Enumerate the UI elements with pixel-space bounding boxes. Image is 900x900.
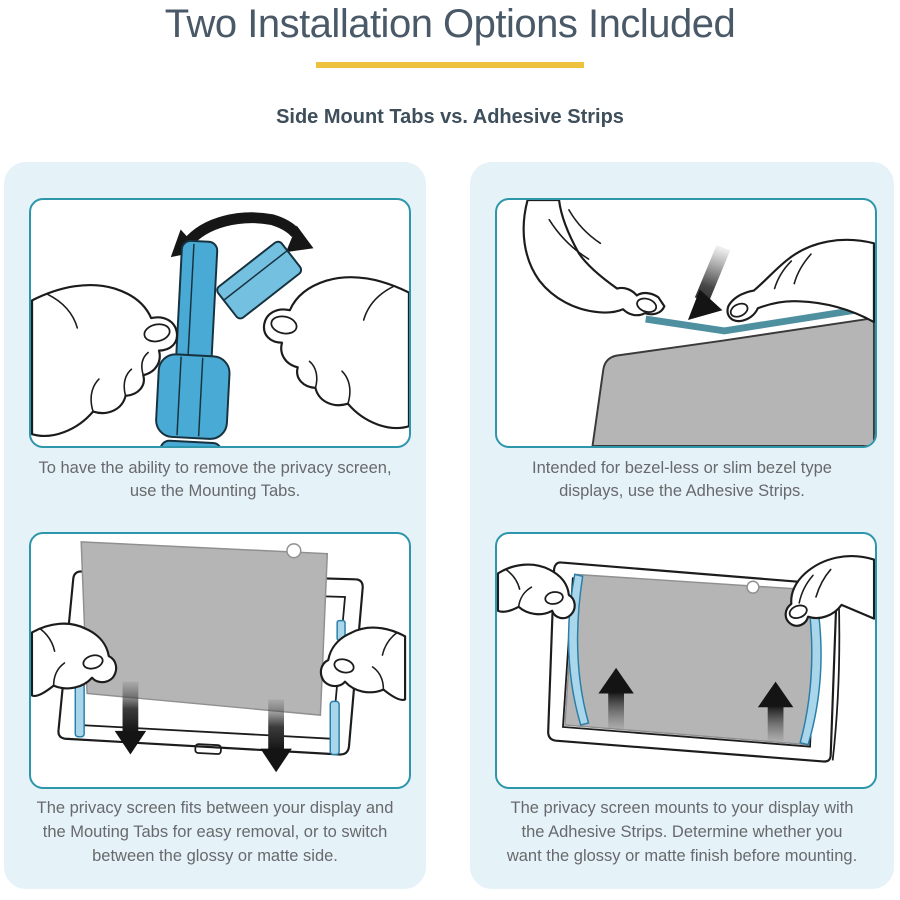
page-subtitle: Side Mount Tabs vs. Adhesive Strips [276,106,624,128]
caption-line: The privacy screen mounts to your display with [510,799,854,817]
illustration-panel-adhesive-apply [495,198,877,448]
down-left-arrow-icon [688,245,730,320]
display-corner [593,318,874,446]
caption-line: displays, use the Adhesive Strips. [559,482,805,500]
caption-line: Intended for bezel-less or slim bezel type [532,459,832,477]
caption-line: want the glossy or matte finish before mounting. [506,847,858,865]
illustration-panel-mounting-tabs [29,198,411,448]
caption-adhesive-apply [470,457,894,503]
illustration-panel-screen-between-tabs [29,532,411,789]
right-hand [786,556,874,626]
screen-between-tabs-illustration [31,534,409,787]
caption-line: the Mouting Tabs for easy removal, or to switch [42,823,388,841]
caption-line: To have the ability to remove the privacy screen, [38,459,392,477]
caption-screen-between-tabs [4,796,426,868]
adhesive-mount-illustration [497,534,875,787]
title-underline [316,62,584,68]
caption-line: between the glossy or matte side. [92,847,338,865]
caption-mounting-tabs [4,457,426,503]
page-title: Two Installation Options Included [164,2,736,46]
left-hand [524,200,665,315]
adhesive-strip-apply-illustration [497,200,875,446]
right-hand [728,240,874,322]
mount-tabs-column [4,162,426,889]
caption-line: the Adhesive Strips. Determine whether you [521,823,843,841]
caption-line: The privacy screen fits between your display and [36,799,394,817]
adhesive-strips-column [470,162,894,889]
right-hand [264,277,409,428]
caption-line: use the Mounting Tabs. [129,482,301,500]
mounting-tabs-flex-illustration [31,200,409,446]
illustration-panel-adhesive-mount [495,532,877,789]
left-hand [32,285,177,436]
privacy-screen-sheet [81,542,327,715]
caption-adhesive-mount [470,796,894,868]
